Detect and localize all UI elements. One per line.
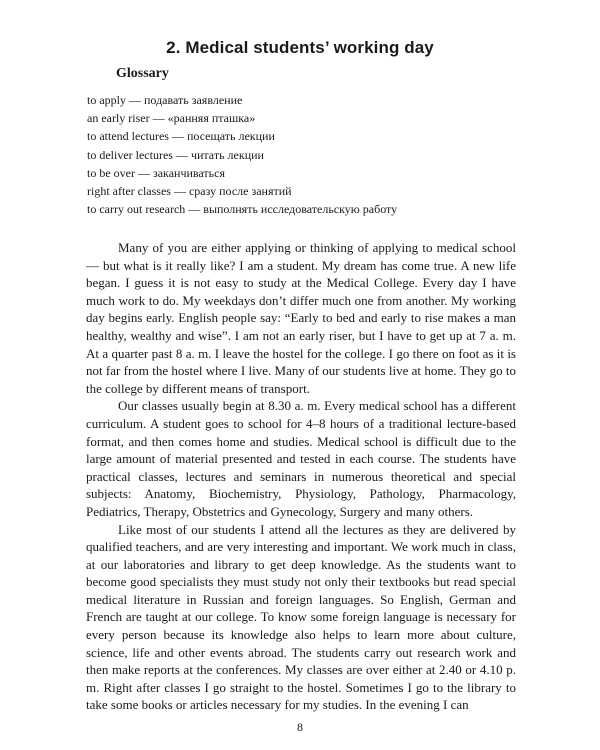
body-text [86, 239, 516, 714]
glossary-list [87, 91, 397, 218]
glossary-item: to attend lectures — посещать лекции [87, 129, 275, 144]
glossary-item: to deliver lectures — читать лекции [87, 147, 264, 162]
glossary-item: to carry out research — выполнять исследовательскую работу [87, 202, 398, 217]
paragraph: Our classes usually begin at 8.30 a. m. Every medical school has a different curriculum. A student goes to school for 4–8 hours of a traditional lecture-based format, and then comes home and studies. Medical school is difficult due to the large amount of material presented and tested in each course. The students have practical classes, lectures and seminars in numerous theoretical and special subjects: Anatomy, Biochemistry, Physiology, Pathology, Pharmacology, Pediatrics, Therapy, Obstetrics and Gynecology, Surgery and many others. [86, 398, 516, 519]
paragraph: Like most of our students I attend all the lectures as they are delivered by qualified teachers, and are very interesting and important. We work much in class, at our laboratories and library to get deep knowledge. As the students want to become good specialists they must study not only their textbooks but read special medical literature in Russian and foreign languages. So English, German and French are taught at our college. To know some foreign language is necessary for every person because its knowledge also helps to learn more about culture, science, life and other events abroad. The students carry out research work and then make reports at the conferences. My classes are over either at 2.40 or 4.10 p. m. Right after classes I go straight to the hostel. Sometimes I go to the library to take some books or articles necessary for my studies. In the evening I can [86, 521, 516, 713]
page-title: 2. Medical students’ working day [166, 38, 434, 57]
glossary-item: right after classes — сразу после занятий [87, 184, 292, 199]
glossary-heading: Glossary [116, 66, 169, 81]
glossary-item: an early riser — «ранняя пташка» [87, 111, 256, 126]
glossary-item: to be over — заканчиваться [87, 165, 225, 180]
glossary-item: to apply — подавать заявление [87, 93, 243, 107]
paragraph: Many of you are either applying or thinking of applying to medical school — but what is it really like? I am a student. My dream has come true. A new life began. I guess it is not easy to study at the Medical College. Every day I have much work to do. My weekdays don’t differ much one from another. My working day begins early. English people say: “Early to bed and early to rise makes a man healthy, wealthy and wise”. I am not an early riser, but I have to get up at 7 a. m. At a quarter past 8 a. m. I leave the hostel for the college. I go there on foot as it is not far from the hostel where I live. Many of our students live at home. They go to the college by different means of transport. [86, 240, 516, 396]
page-number: 8 [297, 720, 303, 734]
